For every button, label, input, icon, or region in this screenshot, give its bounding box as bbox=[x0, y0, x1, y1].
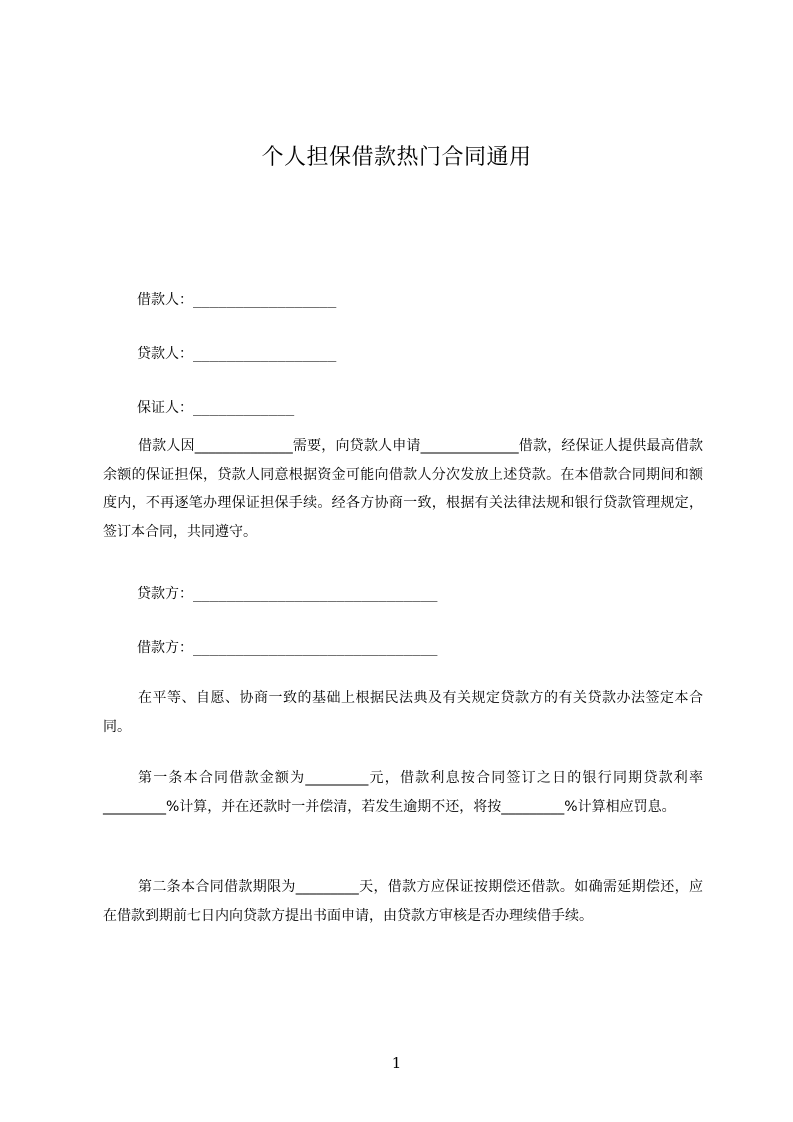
borrower-side-label: 借款方： bbox=[137, 640, 193, 656]
borrower-side-field bbox=[137, 638, 437, 658]
article-1-paragraph: 第一条本合同借款金额为_________元，借款利息按合同签订之日的银行同期贷款利率_________%计算，并在还款时一并偿清，若发生逾期不还，将按_________%计算相应罚息。 bbox=[103, 770, 703, 815]
lender-field bbox=[137, 344, 336, 364]
basis-paragraph: 在平等、自愿、协商一致的基础上根据民法典及有关规定贷款方的有关贷款办法签定本合同。 bbox=[103, 690, 703, 735]
borrower-side-blank: _____________________________ bbox=[193, 640, 438, 656]
borrower-label: 借款人： bbox=[137, 292, 193, 308]
guarantor-field bbox=[137, 398, 294, 418]
borrower-blank: _________________ bbox=[193, 292, 337, 308]
lender-label: 贷款人： bbox=[137, 346, 193, 362]
lender-side-field bbox=[137, 584, 437, 604]
guarantor-blank: ____________ bbox=[193, 400, 295, 416]
lender-side-label: 贷款方： bbox=[137, 586, 193, 602]
page-number: 1 bbox=[391, 1054, 402, 1072]
guarantor-label: 保证人： bbox=[137, 400, 193, 416]
intro-paragraph: 借款人因______________需要，向贷款人申请______________借款，经保证人提供最高借款余额的保证担保，贷款人同意根据资金可能向借款人分次发放上述贷款。在本借款合同期间和额度内，不再逐笔办理保证担保手续。经各方协商一致，根据有关法律法规和银行贷款管理规定，签订本合同，共同遵守。 bbox=[103, 438, 703, 540]
document-title: 个人担保借款热门合同通用 bbox=[261, 145, 532, 170]
lender-side-blank: _____________________________ bbox=[193, 586, 438, 602]
article-2-paragraph: 第二条本合同借款期限为_________天，借款方应保证按期偿还借款。如确需延期偿还，应在借款到期前七日内向贷款方提出书面申请，由贷款方审核是否办理续借手续。 bbox=[103, 879, 703, 924]
borrower-field bbox=[137, 290, 336, 310]
lender-blank: _________________ bbox=[193, 346, 337, 362]
